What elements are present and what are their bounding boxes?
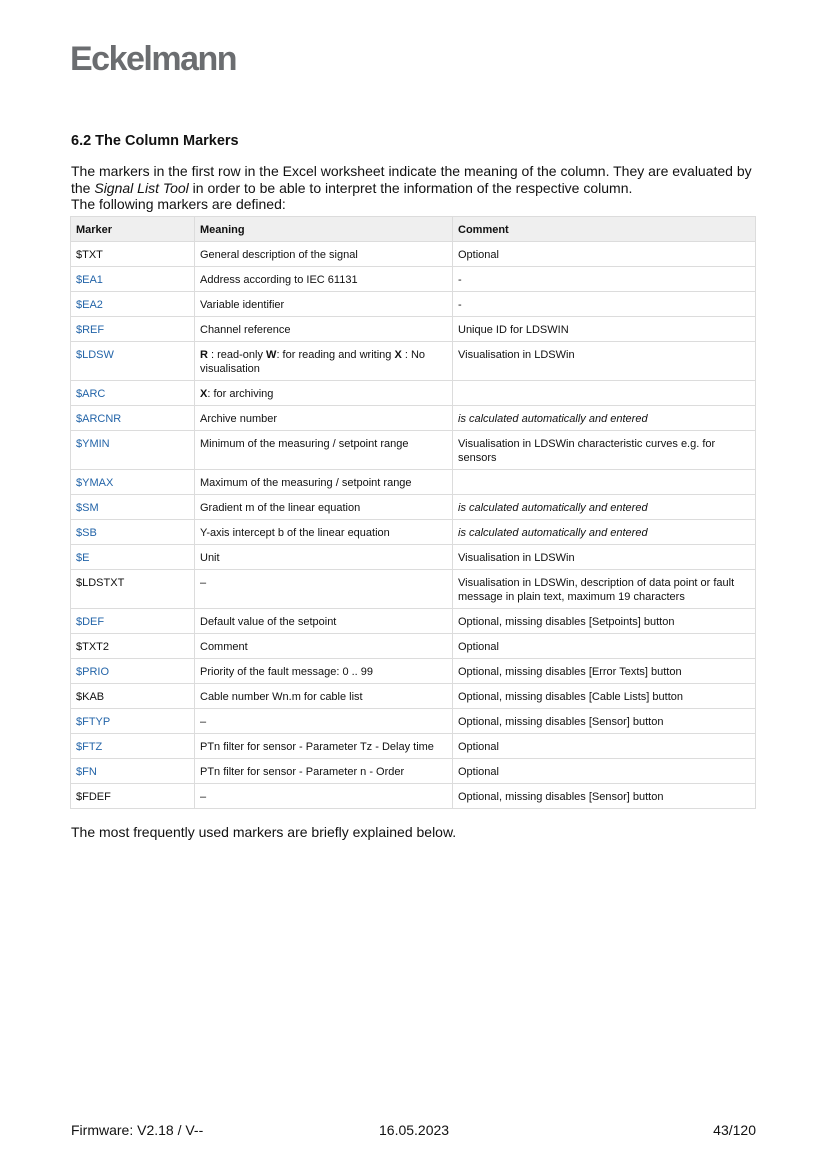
table-row — [71, 759, 756, 784]
meaning-text: W — [266, 349, 277, 361]
meaning-text: : No visualisation — [200, 349, 426, 375]
meaning-text: Archive number — [200, 413, 278, 425]
meaning-cell — [195, 342, 453, 381]
meaning-cell — [195, 431, 453, 470]
meaning-text: Cable number Wn.m for cable list — [200, 691, 363, 703]
marker-cell[interactable]: $FTZ — [71, 734, 195, 759]
comment-cell: Visualisation in LDSWin, description of data point or fault message in plain text, maximum 19 characters — [453, 570, 756, 609]
meaning-text: Maximum of the measuring / setpoint range — [200, 477, 412, 489]
meaning-text: PTn filter for sensor - Parameter n - Order — [200, 766, 405, 778]
meaning-cell — [195, 659, 453, 684]
meaning-cell — [195, 267, 453, 292]
meaning-text: Address according to IEC 61131 — [200, 274, 358, 286]
table-header-row — [71, 217, 756, 242]
intro-text: The markers in the first row in the Excel worksheet indicate the meaning of the column. They are evaluated by the — [71, 163, 752, 196]
marker-cell[interactable]: $EA1 — [71, 267, 195, 292]
meaning-text: Minimum of the measuring / setpoint range — [200, 438, 409, 450]
marker-cell[interactable]: $FN — [71, 759, 195, 784]
marker-cell[interactable]: $EA2 — [71, 292, 195, 317]
comment-cell: - — [453, 292, 756, 317]
meaning-cell — [195, 292, 453, 317]
header-comment: Comment — [453, 217, 756, 242]
outro-text: The most frequently used markers are briefly explained below. — [71, 824, 457, 840]
comment-cell: Unique ID for LDSWIN — [453, 317, 756, 342]
comment-cell: Optional — [453, 734, 756, 759]
meaning-cell — [195, 520, 453, 545]
footer-firmware: Firmware: V2.18 / V-- — [71, 1122, 204, 1138]
marker-cell[interactable]: $SB — [71, 520, 195, 545]
meaning-cell — [195, 470, 453, 495]
meaning-cell — [195, 709, 453, 734]
comment-cell — [453, 381, 756, 406]
comment-cell: Optional, missing disables [Setpoints] button — [453, 609, 756, 634]
comment-cell: Optional — [453, 759, 756, 784]
table-row — [71, 495, 756, 520]
table-row — [71, 431, 756, 470]
eckelmann-logo: Eckelmann — [70, 40, 237, 78]
intro-text: The following markers are defined: — [71, 196, 286, 212]
meaning-text: Unit — [200, 552, 220, 564]
comment-cell: Optional, missing disables [Error Texts] button — [453, 659, 756, 684]
table-row — [71, 734, 756, 759]
meaning-text: Default value of the setpoint — [200, 616, 337, 628]
comment-cell: Optional, missing disables [Sensor] button — [453, 709, 756, 734]
marker-cell[interactable]: $YMAX — [71, 470, 195, 495]
marker-cell[interactable]: $LDSW — [71, 342, 195, 381]
marker-cell: $KAB — [71, 684, 195, 709]
comment-cell: is calculated automatically and entered — [453, 520, 756, 545]
marker-cell[interactable]: $SM — [71, 495, 195, 520]
table-row — [71, 317, 756, 342]
marker-cell[interactable]: $E — [71, 545, 195, 570]
meaning-text: PTn filter for sensor - Parameter Tz - Delay time — [200, 741, 434, 753]
marker-cell: $LDSTXT — [71, 570, 195, 609]
markers-table — [70, 216, 756, 809]
table-row — [71, 381, 756, 406]
meaning-text: – — [200, 791, 207, 803]
comment-cell: Optional, missing disables [Sensor] button — [453, 784, 756, 809]
table-row — [71, 342, 756, 381]
intro-tool-name: Signal List Tool — [94, 179, 189, 196]
meaning-text: Y-axis intercept b of the linear equation — [200, 527, 390, 539]
table-row — [71, 470, 756, 495]
meaning-text: : read-only — [207, 349, 267, 361]
meaning-text: R — [200, 349, 208, 361]
intro-paragraph — [71, 163, 761, 213]
header-marker: Marker — [71, 217, 195, 242]
header-meaning: Meaning — [195, 217, 453, 242]
marker-cell: $TXT — [71, 242, 195, 267]
comment-cell: Optional — [453, 242, 756, 267]
table-row — [71, 684, 756, 709]
table-row — [71, 609, 756, 634]
meaning-text: General description of the signal — [200, 249, 358, 261]
meaning-text: Comment — [200, 641, 248, 653]
table-row — [71, 545, 756, 570]
comment-cell: Optional — [453, 634, 756, 659]
table-row — [71, 659, 756, 684]
meaning-cell — [195, 545, 453, 570]
marker-cell[interactable]: $ARCNR — [71, 406, 195, 431]
meaning-text: Variable identifier — [200, 299, 285, 311]
marker-cell: $TXT2 — [71, 634, 195, 659]
meaning-cell — [195, 634, 453, 659]
meaning-text: – — [200, 716, 207, 728]
meaning-cell — [195, 406, 453, 431]
meaning-cell — [195, 684, 453, 709]
comment-cell: Optional, missing disables [Cable Lists] button — [453, 684, 756, 709]
table-row — [71, 267, 756, 292]
meaning-text: Priority of the fault message: 0 .. 99 — [200, 666, 374, 678]
marker-cell[interactable]: $FTYP — [71, 709, 195, 734]
table-row — [71, 570, 756, 609]
meaning-cell — [195, 784, 453, 809]
table-row — [71, 406, 756, 431]
meaning-cell — [195, 570, 453, 609]
meaning-cell — [195, 381, 453, 406]
comment-cell: is calculated automatically and entered — [453, 406, 756, 431]
comment-cell: Visualisation in LDSWin — [453, 342, 756, 381]
meaning-cell — [195, 317, 453, 342]
table-row — [71, 784, 756, 809]
table-row — [71, 634, 756, 659]
meaning-text: : for archiving — [207, 388, 274, 400]
table-row — [71, 520, 756, 545]
intro-text: in order to be able to interpret the information of the respective column. — [188, 179, 633, 196]
section-title: 6.2 The Column Markers — [71, 133, 239, 149]
meaning-text: Gradient m of the linear equation — [200, 502, 361, 514]
marker-cell[interactable]: $YMIN — [71, 431, 195, 470]
meaning-text: X — [200, 388, 208, 400]
meaning-cell — [195, 734, 453, 759]
comment-cell — [453, 470, 756, 495]
comment-cell: Visualisation in LDSWin — [453, 545, 756, 570]
marker-cell: $FDEF — [71, 784, 195, 809]
meaning-cell — [195, 242, 453, 267]
marker-cell[interactable]: $REF — [71, 317, 195, 342]
meaning-cell — [195, 609, 453, 634]
comment-cell: - — [453, 267, 756, 292]
comment-cell: Visualisation in LDSWin characteristic curves e.g. for sensors — [453, 431, 756, 470]
meaning-cell — [195, 495, 453, 520]
meaning-text: X — [394, 349, 402, 361]
meaning-text: – — [200, 577, 207, 589]
meaning-text: : for reading and writing — [276, 349, 395, 361]
footer-page-number: 43/120 — [713, 1122, 756, 1138]
comment-cell: is calculated automatically and entered — [453, 495, 756, 520]
table-row — [71, 242, 756, 267]
marker-cell[interactable]: $ARC — [71, 381, 195, 406]
marker-cell[interactable]: $PRIO — [71, 659, 195, 684]
meaning-text: Channel reference — [200, 324, 291, 336]
meaning-cell — [195, 759, 453, 784]
footer-date: 16.05.2023 — [379, 1122, 450, 1138]
table-row — [71, 709, 756, 734]
marker-cell[interactable]: $DEF — [71, 609, 195, 634]
table-row — [71, 292, 756, 317]
